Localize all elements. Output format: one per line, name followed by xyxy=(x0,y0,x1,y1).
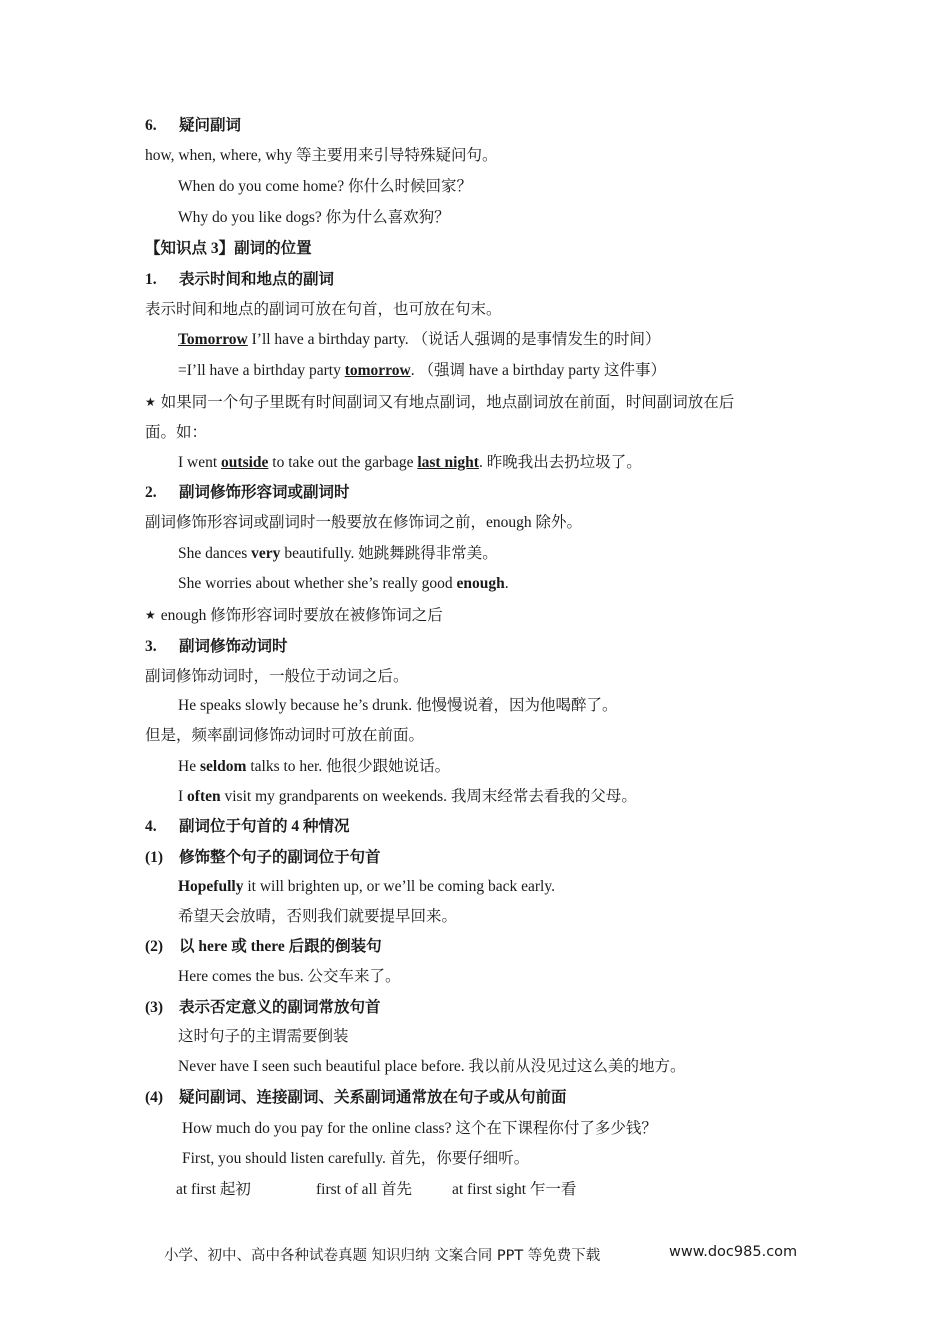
keyword: Tomorrow xyxy=(178,331,248,348)
phrase-item: first of all 首先 xyxy=(316,1181,412,1198)
point-3-heading xyxy=(145,637,288,657)
point-4-heading xyxy=(145,817,350,837)
section-number: 6. xyxy=(145,117,157,134)
example-sentence xyxy=(178,544,498,564)
sentence-text: I went xyxy=(178,454,222,471)
case-3-heading xyxy=(145,998,381,1018)
keyword: enough xyxy=(456,575,505,592)
case-number: (3) xyxy=(145,999,164,1016)
point-title: 副词修饰动词时 xyxy=(179,638,288,655)
example-sentence xyxy=(178,877,555,897)
knowledge-point-heading: 【知识点 3】副词的位置 xyxy=(145,240,312,257)
sentence-text: I’ll have a birthday party. （说话人强调的是事情发生的时间） xyxy=(247,331,661,348)
paragraph: 这时句子的主谓需要倒装 xyxy=(178,1028,349,1045)
example-sentence: How much do you pay for the online class? 这个在下课程你付了多少钱？ xyxy=(182,1120,657,1137)
case-title: 修饰整个句子的副词位于句首 xyxy=(179,849,381,866)
sentence-text: She worries about whether she’s really good xyxy=(178,575,457,592)
sentence-text: beautifully. 她跳舞跳得非常美。 xyxy=(280,545,498,562)
sentence-text: it will brighten up, or we’ll be coming back early. xyxy=(243,878,555,895)
sentence-text: . （强调 have a birthday party 这件事） xyxy=(410,362,666,379)
point-title: 副词修饰形容词或副词时 xyxy=(179,484,350,501)
point-2-heading xyxy=(145,483,350,503)
note-text: 如果同一个句子里既有时间副词又有地点副词，地点副词放在前面，时间副词放在后 xyxy=(160,394,735,411)
sentence-text: visit my grandparents on weekends. 我周末经常去看我的父母。 xyxy=(220,788,637,805)
page-footer xyxy=(164,1244,798,1265)
point-title: 表示时间和地点的副词 xyxy=(179,271,335,288)
note xyxy=(145,605,443,626)
case-number: (1) xyxy=(145,849,164,866)
paragraph: 副词修饰形容词或副词时一般要放在修饰词之前，enough 除外。 xyxy=(145,514,583,531)
keyword: tomorrow xyxy=(344,362,411,379)
case-1-heading xyxy=(145,848,381,868)
point-1-heading xyxy=(145,270,334,290)
case-title: 以 here 或 there 后跟的倒装句 xyxy=(179,938,382,955)
keyword: outside xyxy=(221,454,269,471)
case-title: 疑问副词、连接副词、关系副词通常放在句子或从句前面 xyxy=(179,1089,567,1106)
note xyxy=(145,392,734,413)
example-sentence xyxy=(178,330,660,350)
paragraph: 副词修饰动词时，一般位于动词之后。 xyxy=(145,668,409,685)
point-number: 1. xyxy=(145,271,157,288)
phrase-item: at first 起初 xyxy=(176,1181,251,1198)
case-number: (2) xyxy=(145,938,164,955)
point-number: 2. xyxy=(145,484,157,501)
keyword: very xyxy=(251,545,281,562)
case-4-heading xyxy=(145,1088,567,1108)
keyword: last night xyxy=(417,454,479,471)
example-sentence: Why do you like dogs? 你为什么喜欢狗？ xyxy=(178,209,450,226)
section-6-heading xyxy=(145,116,241,136)
sentence-text: to take out the garbage xyxy=(268,454,418,471)
point-number: 4. xyxy=(145,818,157,835)
keyword: Hopefully xyxy=(178,878,244,895)
keyword: seldom xyxy=(199,758,247,775)
example-sentence: Never have I seen such beautiful place before. 我以前从没见过这么美的地方。 xyxy=(178,1058,686,1075)
keyword: often xyxy=(187,788,221,805)
example-translation: 希望天会放晴，否则我们就要提早回来。 xyxy=(178,908,458,925)
paragraph: how, when, where, why 等主要用来引导特殊疑问句。 xyxy=(145,147,498,164)
footer-url: www.doc985.com xyxy=(669,1244,798,1260)
example-sentence xyxy=(178,574,509,594)
example-sentence xyxy=(178,757,450,777)
sentence-text: . xyxy=(504,575,509,592)
example-sentence: He speaks slowly because he’s drunk. 他慢慢说着，因为他喝醉了。 xyxy=(178,697,618,714)
star-icon: ★ xyxy=(145,608,156,622)
section-title: 疑问副词 xyxy=(179,117,242,134)
paragraph: 但是，频率副词修饰动词时可放在前面。 xyxy=(145,727,425,744)
sentence-text: I xyxy=(178,788,188,805)
example-sentence xyxy=(178,361,666,381)
paragraph: 表示时间和地点的副词可放在句首，也可放在句末。 xyxy=(145,301,502,318)
example-sentence: First, you should listen carefully. 首先，你要仔细听。 xyxy=(182,1150,530,1167)
case-2-heading xyxy=(145,937,382,957)
point-number: 3. xyxy=(145,638,157,655)
sentence-text: She dances xyxy=(178,545,252,562)
case-title: 表示否定意义的副词常放句首 xyxy=(179,999,381,1016)
note-text: enough 修饰形容词时要放在被修饰词之后 xyxy=(160,607,443,624)
case-number: (4) xyxy=(145,1089,164,1106)
footer-text: 小学、初中、高中各种试卷真题 知识归纳 文案合同 PPT 等免费下载 xyxy=(164,1248,601,1264)
phrase-item: at first sight 乍一看 xyxy=(452,1181,577,1198)
example-sentence: When do you come home? 你什么时候回家？ xyxy=(178,178,473,195)
example-sentence xyxy=(178,787,637,807)
sentence-text: He xyxy=(178,758,200,775)
point-title: 副词位于句首的 4 种情况 xyxy=(179,818,350,835)
sentence-text: . 昨晚我出去扔垃圾了。 xyxy=(478,454,642,471)
sentence-text: talks to her. 他很少跟她说话。 xyxy=(246,758,451,775)
example-sentence xyxy=(178,453,642,473)
example-sentence: Here comes the bus. 公交车来了。 xyxy=(178,968,401,985)
star-icon: ★ xyxy=(145,395,156,409)
sentence-text: =I’ll have a birthday party xyxy=(178,362,345,379)
note-continued: 面。如： xyxy=(145,424,208,441)
